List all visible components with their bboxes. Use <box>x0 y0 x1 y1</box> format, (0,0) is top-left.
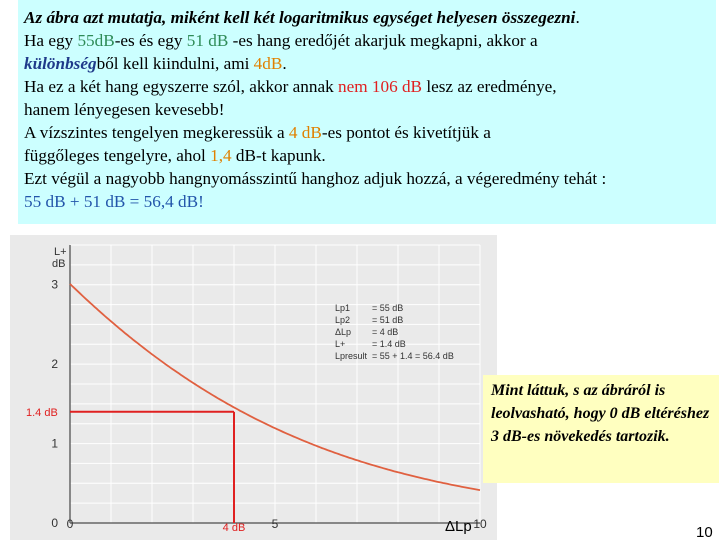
y-tick-label: 3 <box>51 277 58 292</box>
highlight-y-label: 1.4 dB <box>26 406 58 419</box>
legend-key: Lp2 <box>335 315 351 325</box>
text-segment: ből kell kiindulni, ami <box>96 54 254 73</box>
text-line <box>24 121 710 144</box>
text-segment: 1,4 <box>210 146 232 165</box>
text-segment: 55 dB + 51 dB = 56,4 dB! <box>24 192 204 211</box>
text-segment: különbség <box>24 54 97 73</box>
text-segment: -es pontot és kivetítjük a <box>321 123 491 142</box>
text-segment: hanem lényegesen kevesebb! <box>24 100 225 119</box>
text-line <box>24 29 710 52</box>
legend-value: = 1.4 dB <box>372 339 406 349</box>
text-segment: dB-t kapunk. <box>231 146 326 165</box>
text-segment: Ha egy <box>24 31 78 50</box>
legend-value: = 51 dB <box>372 315 404 325</box>
y-tick-label: 2 <box>51 357 58 372</box>
text-line <box>24 144 710 167</box>
text-segment: Ha ez a két hang egyszerre szól, akkor annak <box>24 77 338 96</box>
text-segment: Az ábra azt mutatja, miként kell két logaritmikus egységet helyesen összegezni <box>24 8 576 27</box>
x-tick-label: 0 <box>66 517 74 531</box>
legend-key: Lpresult <box>335 351 368 361</box>
text-segment: -es hang eredőjét akarjuk megkapni, akkor a <box>228 31 538 50</box>
text-segment: A vízszintes tengelyen megkeressük a <box>24 123 289 142</box>
text-segment: . <box>282 54 287 73</box>
y-axis-label: L+ <box>54 246 67 258</box>
y-axis-unit: dB <box>52 258 66 270</box>
text-segment: 51 dB <box>186 31 229 50</box>
level-addition-chart <box>10 235 497 540</box>
legend-value: = 55 + 1.4 = 56.4 dB <box>372 351 454 361</box>
text-segment: Ezt végül a nagyobb hangnyomásszintű hanghoz adjuk hozzá, a végeredmény tehát : <box>24 169 607 188</box>
legend-value: = 4 dB <box>372 327 399 337</box>
y-tick-label: 1 <box>51 436 58 451</box>
text-segment: 55dB <box>77 31 115 50</box>
text-segment: 4 dB <box>288 123 322 142</box>
text-segment: . <box>575 8 580 27</box>
y-tick-label: 0 <box>51 516 58 530</box>
text-line <box>24 190 710 213</box>
callout-note: Mint láttuk, s az ábráról is leolvasható, hogy 0 dB eltéréshez 3 dB-es növekedés tartozik. <box>483 375 719 483</box>
page-number: 10 <box>696 524 713 541</box>
x-tick-label: 5 <box>271 517 279 531</box>
legend-key: Lp1 <box>335 303 351 313</box>
text-segment: 4dB <box>253 54 283 73</box>
delta-lp-label: ΔLp <box>445 518 472 535</box>
x-tick-label: 10 <box>473 517 487 531</box>
text-line <box>24 98 710 121</box>
text-line <box>24 52 710 75</box>
chart-svg <box>10 235 497 540</box>
legend-key: ΔLp <box>335 327 352 337</box>
highlight-x-label: 4 dB <box>222 522 246 534</box>
legend-key: L+ <box>335 339 346 349</box>
legend-value: = 55 dB <box>372 303 404 313</box>
text-segment: -es és egy <box>114 31 187 50</box>
chart-background <box>10 235 497 540</box>
text-line <box>24 6 710 29</box>
text-line <box>24 167 710 190</box>
explanation-box <box>18 0 716 224</box>
text-segment: függőleges tengelyre, ahol <box>24 146 211 165</box>
text-segment: nem 106 dB <box>338 77 423 96</box>
text-line <box>24 75 710 98</box>
text-segment: lesz az eredménye, <box>422 77 557 96</box>
